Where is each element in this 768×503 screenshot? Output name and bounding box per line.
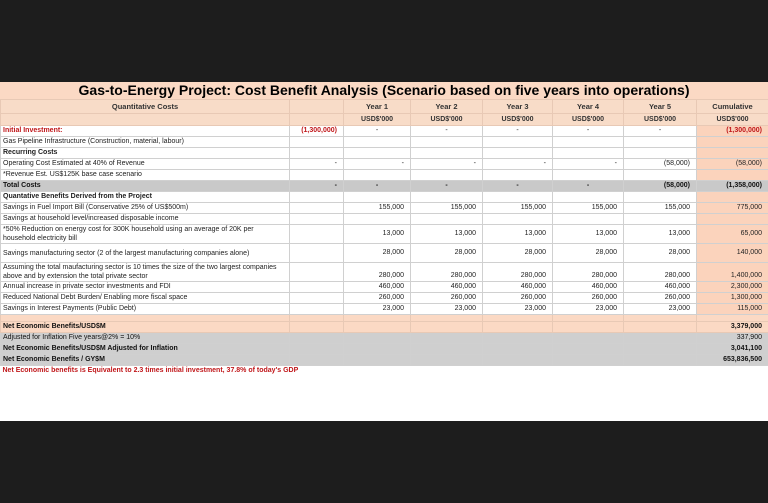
cum-cell: (1,358,000) bbox=[697, 181, 768, 192]
y3-cell: - bbox=[483, 159, 553, 170]
year-4-header: Year 4 bbox=[553, 100, 624, 114]
year-5-header: Year 5 bbox=[624, 100, 697, 114]
y5-cell: 28,000 bbox=[624, 244, 697, 263]
y4-cell: - bbox=[553, 159, 624, 170]
row-label: Annual increase in private sector investments and FDI bbox=[1, 282, 290, 293]
cum-cell: 3,379,000 bbox=[697, 322, 768, 333]
y1-cell: - bbox=[344, 159, 411, 170]
row-label: *Revenue Est. US$125K base case scenario bbox=[1, 170, 290, 181]
y5-cell: 260,000 bbox=[624, 293, 697, 304]
cumulative-header: Cumulative bbox=[697, 100, 768, 114]
y3-cell: 28,000 bbox=[483, 244, 553, 263]
cum-cell: 775,000 bbox=[697, 203, 768, 214]
table-row bbox=[1, 126, 768, 137]
y2-cell: - bbox=[411, 181, 483, 192]
y2-cell: 23,000 bbox=[411, 304, 483, 315]
y1-cell: 280,000 bbox=[344, 263, 411, 282]
spacer-row bbox=[1, 315, 768, 322]
sheet-title: Gas-to-Energy Project: Cost Benefit Analysis (Scenario based on five years into operations) bbox=[0, 82, 768, 99]
year-1-header: Year 1 bbox=[344, 100, 411, 114]
y3-cell: - bbox=[483, 181, 553, 192]
table-row bbox=[1, 192, 768, 203]
y4-cell: 280,000 bbox=[553, 263, 624, 282]
table-row bbox=[1, 293, 768, 304]
y4-cell: 260,000 bbox=[553, 293, 624, 304]
y5-cell: - bbox=[624, 126, 697, 137]
row-label: *50% Reduction on energy cost for 300K household using an average of 20K per household electricity bill bbox=[1, 225, 290, 244]
y2-cell: 155,000 bbox=[411, 203, 483, 214]
y2-cell: 460,000 bbox=[411, 282, 483, 293]
inflation-row bbox=[1, 333, 768, 344]
year-5-unit: USD$'000 bbox=[624, 114, 697, 126]
y3-cell: 13,000 bbox=[483, 225, 553, 244]
row-label: Savings in Fuel Import Bill (Conservative 25% of US$500m) bbox=[1, 203, 290, 214]
y3-cell: 460,000 bbox=[483, 282, 553, 293]
row-label: Adjusted for Inflation Five years@2% = 10% bbox=[1, 333, 290, 344]
cum-cell: 1,300,000 bbox=[697, 293, 768, 304]
y4-cell: 155,000 bbox=[553, 203, 624, 214]
table-row bbox=[1, 159, 768, 170]
table-row bbox=[1, 203, 768, 214]
row-label: Net Economic Benefits/USD$M Adjusted for Inflation bbox=[1, 344, 290, 355]
cum-cell: 337,900 bbox=[697, 333, 768, 344]
cum-cell: 653,836,500 bbox=[697, 355, 768, 366]
cum-cell: (1,300,000) bbox=[697, 126, 768, 137]
row-label: Initial Investment: bbox=[1, 126, 290, 137]
gy-benefits-row bbox=[1, 355, 768, 366]
year-3-unit: USD$'000 bbox=[483, 114, 553, 126]
y3-cell: 260,000 bbox=[483, 293, 553, 304]
base-cell: - bbox=[290, 181, 344, 192]
y1-cell: 460,000 bbox=[344, 282, 411, 293]
y2-cell: - bbox=[411, 126, 483, 137]
header-label: Quantitative Costs bbox=[1, 100, 290, 114]
y2-cell: - bbox=[411, 159, 483, 170]
base-cell: - bbox=[290, 159, 344, 170]
table-row bbox=[1, 148, 768, 159]
row-label: Recurring Costs bbox=[1, 148, 290, 159]
cum-cell: (58,000) bbox=[697, 159, 768, 170]
cum-cell: 3,041,100 bbox=[697, 344, 768, 355]
y2-cell: 280,000 bbox=[411, 263, 483, 282]
row-label: Operating Cost Estimated at 40% of Revenue bbox=[1, 159, 290, 170]
y4-cell: - bbox=[553, 181, 624, 192]
y2-cell: 13,000 bbox=[411, 225, 483, 244]
row-label: Savings at household level/increased disposable income bbox=[1, 214, 290, 225]
y1-cell: - bbox=[344, 181, 411, 192]
year-3-header: Year 3 bbox=[483, 100, 553, 114]
table-row bbox=[1, 304, 768, 315]
table-row bbox=[1, 244, 768, 263]
conclusion-note: Net Economic benefits is Equivalent to 2.3 times initial investment, 37.8% of today's GDP bbox=[2, 367, 299, 374]
cum-cell: 115,000 bbox=[697, 304, 768, 315]
y3-cell: - bbox=[483, 126, 553, 137]
y1-cell: - bbox=[344, 126, 411, 137]
y3-cell: 280,000 bbox=[483, 263, 553, 282]
y3-cell: 23,000 bbox=[483, 304, 553, 315]
conclusion-row bbox=[1, 366, 768, 377]
y4-cell: 28,000 bbox=[553, 244, 624, 263]
year-1-unit: USD$'000 bbox=[344, 114, 411, 126]
year-2-header: Year 2 bbox=[411, 100, 483, 114]
y1-cell: 13,000 bbox=[344, 225, 411, 244]
row-label: Savings manufacturing sector (2 of the largest manufacturing companies alone) bbox=[1, 244, 290, 263]
table-row bbox=[1, 137, 768, 148]
y1-cell: 23,000 bbox=[344, 304, 411, 315]
y5-cell: (58,000) bbox=[624, 159, 697, 170]
cum-cell: 140,000 bbox=[697, 244, 768, 263]
y1-cell: 155,000 bbox=[344, 203, 411, 214]
y4-cell: - bbox=[553, 126, 624, 137]
cum-cell: 1,400,000 bbox=[697, 263, 768, 282]
y5-cell: 280,000 bbox=[624, 263, 697, 282]
y5-cell: 155,000 bbox=[624, 203, 697, 214]
table-row bbox=[1, 225, 768, 244]
y4-cell: 13,000 bbox=[553, 225, 624, 244]
row-label: Assuming the total maufacturing sector is 10 times the size of the two largest companies above and by extension the total private sector bbox=[1, 263, 290, 282]
base-cell: (1,300,000) bbox=[290, 126, 344, 137]
row-label: Savings in Interest Payments (Public Debt) bbox=[1, 304, 290, 315]
y5-cell: 13,000 bbox=[624, 225, 697, 244]
y5-cell: 23,000 bbox=[624, 304, 697, 315]
y1-cell: 260,000 bbox=[344, 293, 411, 304]
row-label: Net Economic Benefits/USD$M bbox=[1, 322, 290, 333]
row-label: Total Costs bbox=[1, 181, 290, 192]
row-label: Net Economic Benefits / GY$M bbox=[1, 355, 290, 366]
table-row bbox=[1, 263, 768, 282]
y2-cell: 28,000 bbox=[411, 244, 483, 263]
cum-cell: 2,300,000 bbox=[697, 282, 768, 293]
spreadsheet bbox=[0, 82, 768, 421]
adjusted-benefits-row bbox=[1, 344, 768, 355]
unit-row bbox=[1, 114, 768, 126]
total-row bbox=[1, 181, 768, 192]
year-4-unit: USD$'000 bbox=[553, 114, 624, 126]
y2-cell: 260,000 bbox=[411, 293, 483, 304]
cum-cell: 65,000 bbox=[697, 225, 768, 244]
y4-cell: 460,000 bbox=[553, 282, 624, 293]
y3-cell: 155,000 bbox=[483, 203, 553, 214]
y5-cell: 460,000 bbox=[624, 282, 697, 293]
table-row bbox=[1, 282, 768, 293]
net-benefits-row bbox=[1, 322, 768, 333]
table-row bbox=[1, 214, 768, 225]
year-2-unit: USD$'000 bbox=[411, 114, 483, 126]
row-label: Reduced National Debt Burden/ Enabling more fiscal space bbox=[1, 293, 290, 304]
y5-cell: (58,000) bbox=[624, 181, 697, 192]
cumulative-unit: USD$'000 bbox=[697, 114, 768, 126]
row-label: Gas Pipeline Infrastructure (Construction, material, labour) bbox=[1, 137, 290, 148]
header-row bbox=[1, 100, 768, 114]
y4-cell: 23,000 bbox=[553, 304, 624, 315]
cost-benefit-table bbox=[0, 99, 768, 376]
table-row bbox=[1, 170, 768, 181]
y1-cell: 28,000 bbox=[344, 244, 411, 263]
row-label: Quantative Benefits Derived from the Project bbox=[1, 192, 290, 203]
